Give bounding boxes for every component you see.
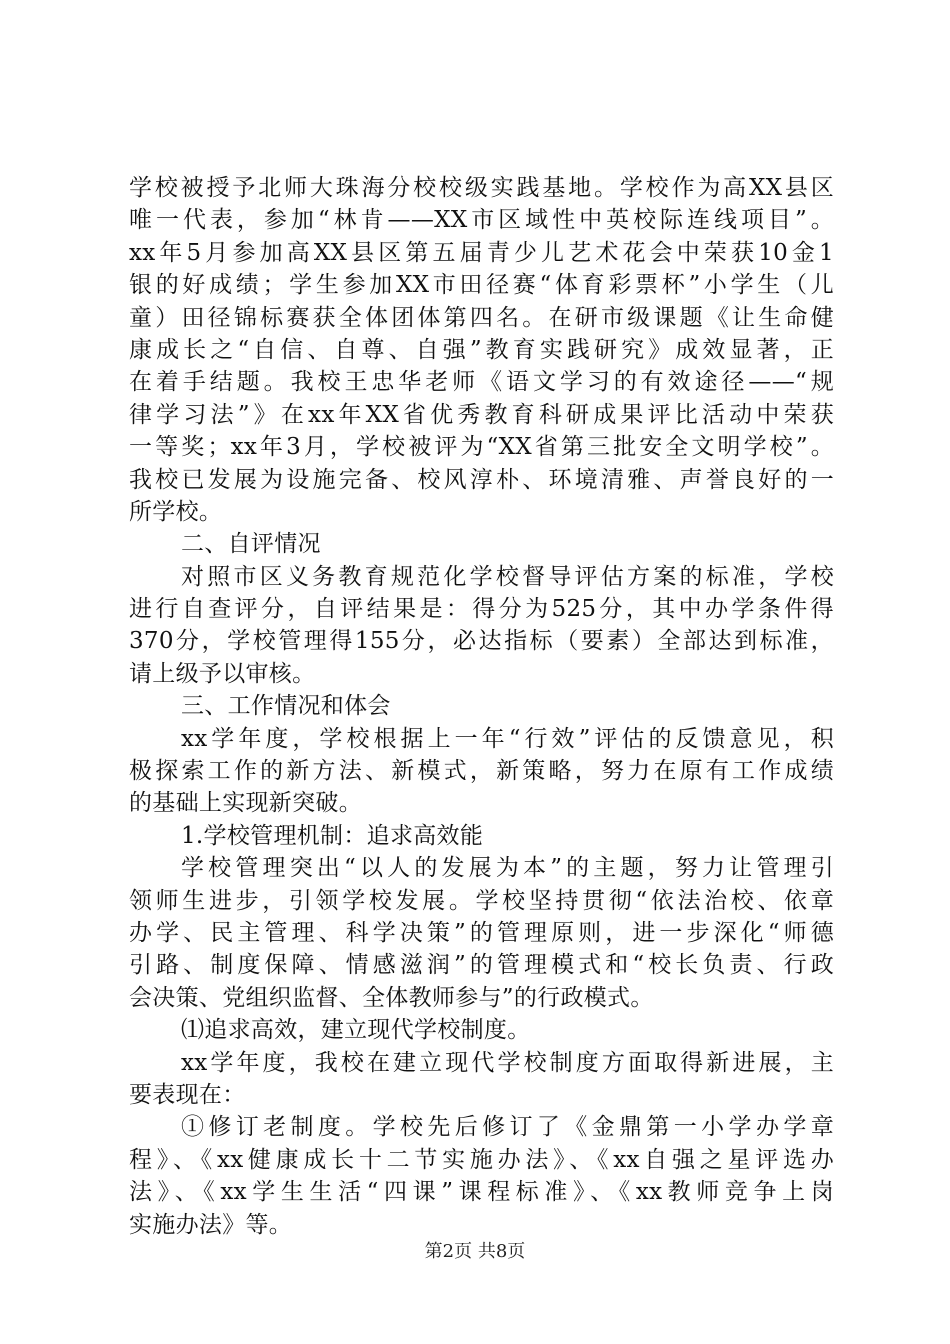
text-line: ①修订老制度。学校先后修订了《金鼎第一小学办学章 (181, 1114, 834, 1141)
page-footer: 第2页 共8页 (424, 1241, 526, 1262)
text-line: 对照市区义务教育规范化学校督导评估方案的标准，学校 (181, 563, 834, 590)
text-line: 二、自评情况 (181, 531, 321, 558)
text-line: 会决策、党组织监督、全体教师参与”的行政模式。 (129, 984, 654, 1011)
text-line: 银的好成绩；学生参加XX市田径赛“体育彩票杯”小学生（儿 (129, 272, 834, 299)
text-line: 律学习法”》在xx年XX省优秀教育科研成果评比活动中荣获 (129, 401, 834, 428)
text-line: 学校被授予北师大珠海分校校级实践基地。学校作为高XX县区 (129, 175, 834, 201)
text-line: 370分，学校管理得155分，必达指标（要素）全部达到标准， (129, 628, 834, 655)
document-body (129, 172, 834, 1241)
text-line: 1.学校管理机制：追求高效能 (181, 822, 484, 849)
text-line: 进行自查评分，自评结果是：得分为525分，其中办学条件得 (129, 596, 834, 623)
text-line: 童）田径锦标赛获全体团体第四名。在研市级课题《让生命健 (129, 304, 834, 331)
text-line: 所学校。 (129, 498, 223, 525)
text-line: ⑴追求高效，建立现代学校制度。 (181, 1017, 531, 1044)
text-line: 康成长之“自信、自尊、自强”教育实践研究》成效显著，正 (129, 336, 834, 363)
text-line: 我校已发展为设施完备、校风淳朴、环境清雅、声誉良好的一 (129, 466, 834, 493)
text-line: 的基础上实现新突破。 (129, 790, 362, 817)
text-line: 领师生进步，引领学校发展。学校坚持贯彻“依法治校、依章 (129, 887, 834, 914)
text-line: 唯一代表，参加“林肯——XX市区域性中英校际连线项目”。 (129, 207, 834, 234)
text-line: 一等奖；xx年3月，学校被评为“XX省第三批安全文明学校”。 (129, 434, 834, 461)
text-line: 实施办法》等。 (129, 1211, 293, 1238)
text-line: 要表现在： (129, 1081, 246, 1108)
text-line: xx学年度，学校根据上一年“行效”评估的反馈意见，积 (181, 725, 834, 752)
text-line: 极探索工作的新方法、新模式，新策略，努力在原有工作成绩 (129, 758, 834, 785)
text-line: xx年5月参加高XX县区第五届青少儿艺术花会中荣获10金1 (129, 239, 834, 266)
text-line: 法》、《xx学生生活“四课”课程标准》、《xx教师竞争上岗 (129, 1179, 834, 1206)
text-line: 学校管理突出“以人的发展为本”的主题，努力让管理引 (181, 855, 834, 882)
text-line: 引路、制度保障、情感滋润”的管理模式和“校长负责、行政 (129, 952, 834, 979)
text-line: xx学年度，我校在建立现代学校制度方面取得新进展，主 (181, 1049, 834, 1076)
text-line: 在着手结题。我校王忠华老师《语文学习的有效途径——“规 (129, 369, 834, 396)
text-line: 请上级予以审核。 (129, 660, 316, 687)
text-line: 办学、民主管理、科学决策”的管理原则，进一步深化“师德 (129, 919, 834, 946)
text-line: 三、工作情况和体会 (181, 693, 391, 720)
text-line: 程》、《xx健康成长十二节实施办法》、《xx自强之星评选办 (129, 1146, 834, 1173)
